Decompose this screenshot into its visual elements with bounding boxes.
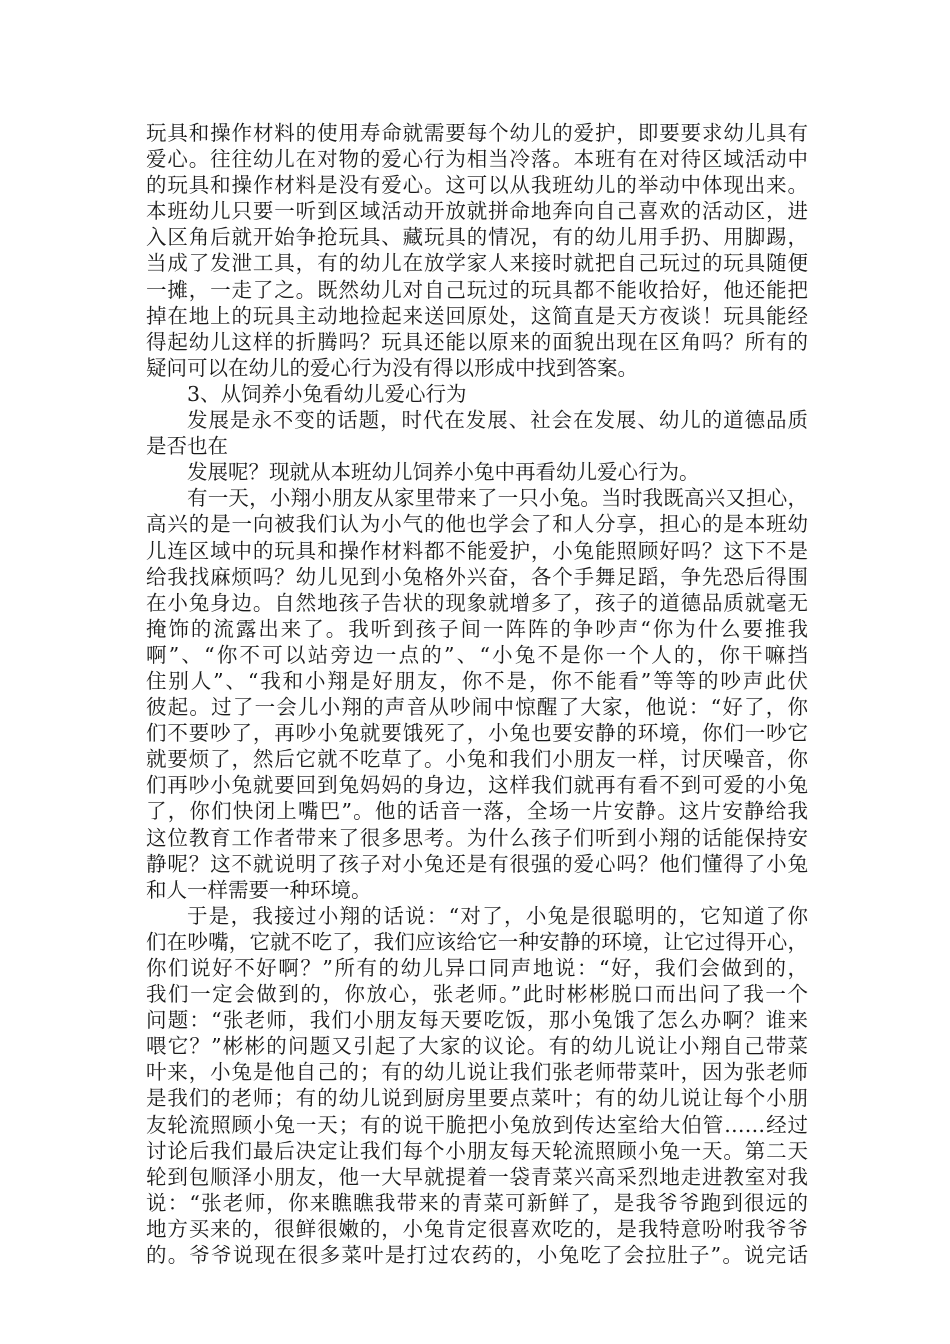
text-line: 我们一定会做到的，你放心，张老师。”此时彬彬脱口而出问了我一个: [146, 982, 808, 1007]
text-line: 入区角后就开始争抢玩具、藏玩具的情况，有的幼儿用手扔、用脚踢，: [146, 225, 808, 250]
text-line: 地方买来的，很鲜很嫩的，小兔肯定很喜欢吃的，是我特意吩咐我爷爷: [146, 1216, 808, 1241]
text-line: 得起幼儿这样的折腾吗？玩具还能以原来的面貌出现在区角吗？所有的: [146, 329, 808, 354]
text-line: 掩饰的流露出来了。我听到孩子间一阵阵的争吵声“你为什么要推我: [146, 616, 808, 641]
text-line: 就要烦了，然后它就不吃草了。小兔和我们小朋友一样，讨厌噪音，你: [146, 747, 808, 772]
text-line: 问题：“张老师，我们小朋友每天要吃饭，那小兔饿了怎么办啊？谁来: [146, 1008, 808, 1033]
text-line: 一摊，一走了之。既然幼儿对自己玩过的玩具都不能收拾好，他还能把: [146, 277, 808, 302]
text-line: 本班幼儿只要一听到区域活动开放就拼命地奔向自己喜欢的活动区，进: [146, 199, 808, 224]
text-line: 有一天，小翔小朋友从家里带来了一只小兔。当时我既高兴又担心，: [187, 486, 808, 511]
text-line: 彼起。过了一会儿小翔的声音从吵闹中惊醒了大家，他说：“好了，你: [146, 695, 808, 720]
text-line: 这位教育工作者带来了很多思考。为什么孩子们听到小翔的话能保持安: [146, 825, 808, 850]
text-line: 在小兔身边。自然地孩子告状的现象就增多了，孩子的道德品质就毫无: [146, 590, 808, 615]
text-line: 们不要吵了，再吵小兔就要饿死了，小兔也要安静的环境，你们一吵它: [146, 721, 808, 746]
text-line: 给我找麻烦吗？幼儿见到小兔格外兴奋，各个手舞足蹈，争先恐后得围: [146, 564, 808, 589]
text-line: 儿连区域中的玩具和操作材料都不能爱护，小兔能照顾好吗？这下不是: [146, 538, 808, 563]
text-line: 和人一样需要一种环境。: [146, 877, 372, 902]
text-line: 玩具和操作材料的使用寿命就需要每个幼儿的爱护，即要要求幼儿具有: [146, 121, 808, 145]
text-line: 喂它？”彬彬的问题又引起了大家的议论。有的幼儿说让小翔自己带菜: [146, 1034, 808, 1059]
text-line: 发展是永不变的话题，时代在发展、社会在发展、幼儿的道德品质: [187, 408, 808, 433]
text-line: 发展呢？现就从本班幼儿饲养小兔中再看幼儿爱心行为。: [187, 460, 700, 485]
text-line: 爱心。往往幼儿在对物的爱心行为相当冷落。本班有在对待区域活动中: [146, 147, 808, 172]
text-line: 的玩具和操作材料是没有爱心。这可以从我班幼儿的举动中体现出来。: [146, 173, 808, 198]
text-line: 静呢？这不就说明了孩子对小兔还是有很强的爱心吗？他们懂得了小兔: [146, 851, 808, 876]
text-line: 掉在地上的玩具主动地捡起来送回原处，这简直是天方夜谈！玩具能经: [146, 303, 808, 328]
text-line: 轮到包顺泽小朋友，他一大早就提着一袋青菜兴高采烈地走进教室对我: [146, 1164, 808, 1189]
text-line: 住别人”、“我和小翔是好朋友，你不是，你不能看”等等的吵声此伏: [146, 668, 808, 693]
text-line: 当成了发泄工具，有的幼儿在放学家人来接时就把自己玩过的玩具随便: [146, 251, 808, 276]
text-line: 了，你们快闭上嘴巴”。他的话音一落，全场一片安静。这片安静给我: [146, 799, 808, 824]
text-line: 是我们的老师；有的幼儿说到厨房里要点菜叶；有的幼儿说让每个小朋: [146, 1086, 808, 1111]
text-line: 高兴的是一向被我们认为小气的他也学会了和人分享，担心的是本班幼: [146, 512, 808, 537]
text-line: 于是，我接过小翔的话说：“对了，小兔是很聪明的，它知道了你: [187, 903, 808, 928]
text-line: 们在吵嘴，它就不吃了，我们应该给它一种安静的环境，让它过得开心，: [146, 929, 808, 954]
text-line: 的。爷爷说现在很多菜叶是打过农药的，小兔吃了会拉肚子”。说完话: [146, 1243, 808, 1268]
text-line: 3、从饲养小兔看幼儿爱心行为: [187, 381, 467, 406]
text-line: 说：“张老师，你来瞧瞧我带来的青菜可新鲜了，是我爷爷跑到很远的: [146, 1190, 808, 1215]
text-line: 是否也在: [146, 434, 228, 459]
document-body: [146, 120, 808, 1268]
text-line: 疑问可以在幼儿的爱心行为没有得以形成中找到答案。: [146, 355, 638, 380]
text-line: 讨论后我们最后决定让我们每个小朋友每天轮流照顾小兔一天。第二天: [146, 1138, 808, 1163]
text-line: 你们说好不好啊？”所有的幼儿异口同声地说：“好，我们会做到的，: [146, 956, 808, 980]
text-line: 叶来，小兔是他自己的；有的幼儿说让我们张老师带菜叶，因为张老师: [146, 1060, 808, 1085]
text-line: 啊”、“你不可以站旁边一点的”、“小兔不是你一个人的，你干嘛挡: [146, 642, 808, 667]
text-line: 友轮流照顾小兔一天；有的说干脆把小兔放到传达室给大伯管……经过: [146, 1112, 808, 1137]
text-line: 们再吵小兔就要回到兔妈妈的身边，这样我们就再有看不到可爱的小兔: [146, 773, 808, 798]
